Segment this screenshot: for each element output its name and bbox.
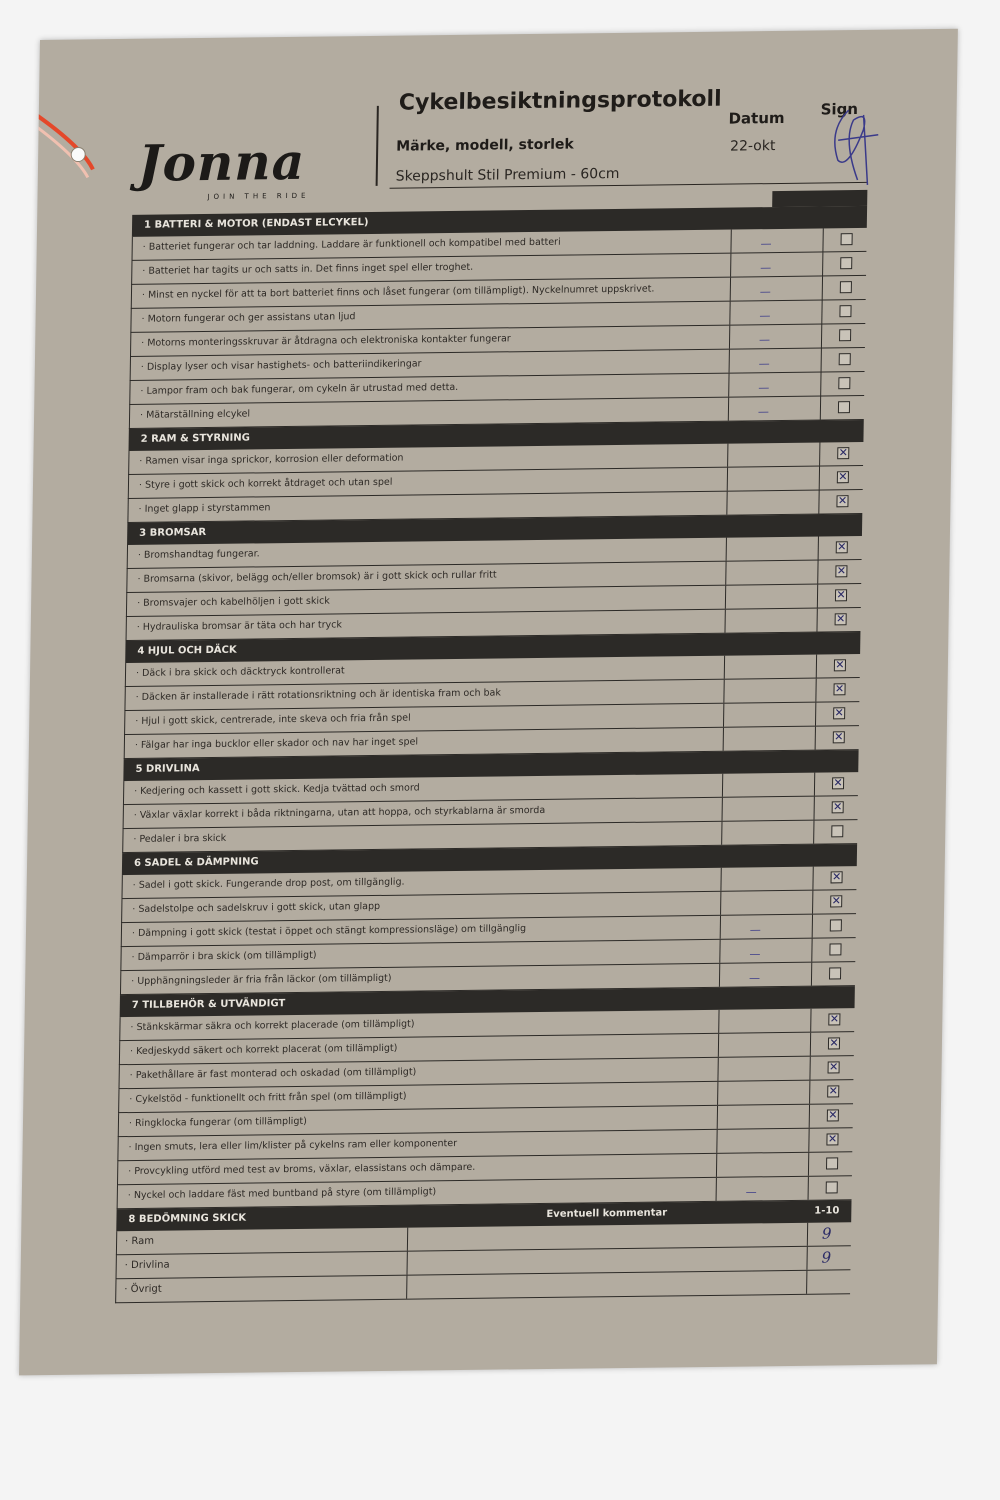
grading-label: · Drivlina	[139, 1259, 178, 1270]
grading-title: 8 BEDÖMNING SKICK	[128, 1212, 247, 1226]
column-divider	[406, 1252, 407, 1275]
checkbox[interactable]	[840, 281, 852, 293]
column-divider	[815, 727, 816, 750]
checkbox[interactable]	[829, 967, 841, 979]
column-divider	[716, 1130, 717, 1153]
checkbox[interactable]: ✕	[835, 612, 846, 626]
comment-column-label: Eventuell kommentar	[546, 1207, 668, 1220]
column-divider	[726, 538, 727, 561]
inspection-form-paper	[19, 29, 958, 1376]
checklist-item-text: · Sadel i gott skick. Fungerande drop post, om tillgänglig.	[133, 877, 405, 891]
model-value: Skeppshult Stil Premium - 60cm	[395, 165, 620, 185]
column-divider	[716, 1178, 717, 1201]
checklist-item-text: · Ramen visar inga sprickor, korrosion eller deformation	[139, 453, 403, 467]
handwritten-dash: —	[748, 971, 761, 985]
section-header: 4 HJUL OCH DÄCK	[125, 632, 860, 663]
brand-tagline: JOIN THE RIDE	[207, 191, 310, 201]
section-header: 5 DRIVLINA	[123, 750, 858, 781]
column-divider	[813, 821, 814, 844]
checkbox[interactable]: ✕	[837, 494, 848, 508]
checklist-item-text: · Kedjeskydd säkert och korrekt placerat (om tillämpligt)	[130, 1043, 397, 1057]
handwritten-dash: —	[759, 309, 771, 323]
ribbon-tie-icon	[37, 99, 109, 210]
checkbox[interactable]	[839, 329, 851, 341]
column-divider	[808, 1153, 809, 1176]
column-divider	[722, 798, 723, 821]
column-divider	[808, 1129, 809, 1152]
column-divider	[809, 1105, 810, 1128]
column-divider	[809, 1057, 810, 1080]
column-divider	[720, 916, 721, 939]
checkbox[interactable]: ✕	[831, 894, 841, 908]
checkbox[interactable]	[838, 401, 850, 413]
column-divider	[717, 1106, 718, 1129]
column-divider	[730, 230, 731, 253]
column-divider	[723, 680, 724, 703]
checkbox[interactable]	[829, 943, 841, 955]
checkbox[interactable]: ✕	[836, 564, 847, 578]
checklist-item-text: · Stänkskärmar säkra och korrekt placerade (om tillämpligt)	[130, 1019, 414, 1033]
column-divider	[820, 372, 821, 395]
checklist-item-text: · Däck i bra skick och däcktryck kontrollerat	[136, 665, 345, 679]
column-divider	[821, 300, 822, 323]
checkbox[interactable]: ✕	[835, 658, 845, 672]
form-title: Cykelbesiktningsprotokoll	[398, 86, 722, 116]
checkbox[interactable]: ✕	[828, 1108, 838, 1122]
checkbox[interactable]: ✕	[837, 540, 847, 554]
handwritten-dash: —	[745, 1185, 757, 1199]
checkbox[interactable]: ✕	[831, 870, 842, 884]
column-divider	[818, 491, 819, 514]
handwritten-dash: —	[759, 285, 771, 299]
column-divider	[817, 561, 818, 584]
checklist-item-text: · Batteriet fungerar och tar laddning. Laddare är funktionell och kompatibel med batteri	[143, 237, 561, 253]
checklist-item-text: · Inget glapp i styrstammen	[139, 502, 271, 515]
column-divider	[817, 585, 818, 608]
checklist-item-text: · Växlar växlar korrekt i båda riktningarna, utan att hoppa, och styrkablarna är smorda	[134, 805, 546, 821]
checklist-item-text: · Batteriet har tagits ur och satts in. Det finns inget spel eller troghet.	[142, 262, 473, 277]
column-divider	[723, 728, 724, 751]
checklist-item-text: · Dämparrör i bra skick (om tillämpligt)	[131, 950, 316, 963]
column-divider	[716, 1154, 717, 1177]
column-divider	[807, 1223, 808, 1246]
column-divider	[721, 822, 722, 845]
checkbox[interactable]	[841, 233, 853, 245]
checklist-item-text: · Motorn fungerar och ger assistans utan ljud	[141, 311, 355, 325]
checkbox[interactable]: ✕	[829, 1012, 840, 1026]
checklist-item-text: · Fälgar har inga bucklor eller skador och nav har inget spel	[135, 736, 418, 750]
column-divider	[812, 915, 813, 938]
section-header: 1 BATTERI & MOTOR (ENDAST ELCYKEL)	[132, 206, 867, 237]
section-header: 7 TILLBEHÖR & UTVÄNDIGT	[120, 986, 855, 1017]
checklist-item-text: · Styre i gott skick och korrekt åtdraget och utan spel	[139, 477, 393, 491]
checkbox[interactable]: ✕	[833, 776, 843, 790]
handwritten-dash: —	[760, 237, 772, 251]
checklist-item-text: · Pedaler i bra skick	[133, 833, 226, 845]
column-divider	[816, 655, 817, 678]
column-divider	[717, 1058, 718, 1081]
handwritten-dash: —	[757, 405, 770, 419]
column-divider	[724, 656, 725, 679]
checklist-item-text: · Cykelstöd - funktionellt och fritt från spel (om tillämpligt)	[129, 1091, 406, 1105]
model-label: Märke, modell, storlek	[396, 136, 574, 155]
column-divider	[718, 1010, 719, 1033]
column-divider	[407, 1228, 408, 1251]
column-divider	[722, 774, 723, 797]
checklist-item-text: · Display lyser och visar hastighets- och batteriindikeringar	[141, 358, 422, 372]
column-divider	[726, 492, 727, 515]
handwritten-dash: —	[758, 333, 771, 347]
checklist-item-text: · Mätarställning elcykel	[140, 408, 250, 420]
checklist-item-text: · Nyckel och laddare fäst med buntband på styre (om tillämpligt)	[128, 1186, 437, 1201]
handwritten-dash: —	[749, 923, 761, 937]
column-divider	[811, 939, 812, 962]
column-divider	[812, 867, 813, 890]
column-divider	[812, 891, 813, 914]
checkbox[interactable]	[839, 353, 851, 365]
column-divider	[806, 1247, 807, 1270]
column-divider	[822, 228, 823, 251]
checkbox[interactable]: ✕	[827, 1132, 838, 1146]
column-divider	[816, 609, 817, 632]
grading-value[interactable]: 9	[821, 1224, 832, 1243]
column-divider	[718, 1034, 719, 1057]
grading-label: · Övrigt	[138, 1284, 169, 1295]
checkbox[interactable]	[838, 377, 850, 389]
column-divider	[717, 1082, 718, 1105]
column-divider	[811, 963, 812, 986]
column-divider	[810, 1009, 811, 1032]
checklist-item-text: · Dämpning i gott skick (testat i öppet och stängt kompressionsläge) om tillgänglig	[132, 923, 526, 939]
column-divider	[822, 252, 823, 275]
checkbox[interactable]: ✕	[828, 1060, 839, 1074]
column-divider	[815, 703, 816, 726]
date-label: Datum	[728, 108, 785, 128]
checkbox[interactable]: ✕	[832, 800, 843, 814]
column-divider	[719, 940, 720, 963]
column-divider	[720, 892, 721, 915]
handwritten-dash: —	[749, 947, 761, 961]
column-divider	[730, 254, 731, 277]
checklist-item-text: · Lampor fram och bak fungerar, om cykeln är utrustad med detta.	[140, 382, 458, 397]
section-header: 6 SADEL & DÄMPNING	[122, 844, 857, 875]
checklist-item-text: · Pakethållare är fast monterad och oskadad (om tillämpligt)	[130, 1067, 417, 1082]
checkbox[interactable]: ✕	[829, 1036, 839, 1050]
column-divider	[723, 704, 724, 727]
column-divider	[725, 586, 726, 609]
column-divider	[729, 350, 730, 373]
column-divider	[808, 1177, 809, 1200]
checklist-item-text: · Bromshandtag fungerar.	[138, 548, 260, 560]
checkbox[interactable]: ✕	[828, 1084, 838, 1098]
column-divider	[725, 562, 726, 585]
column-divider	[720, 868, 721, 891]
section-header: 3 BROMSAR	[127, 514, 862, 545]
column-divider	[728, 398, 729, 421]
checklist-item-text: · Motorns monteringsskruvar är åtdragna och elektroniska kontakter fungerar	[141, 333, 511, 349]
checklist-item-text: · Ringklocka fungerar (om tillämpligt)	[129, 1116, 307, 1129]
checkbox[interactable]: ✕	[834, 706, 844, 720]
column-divider	[724, 610, 725, 633]
checklist-item-text: · Kedjering och kassett i gott skick. Kedja tvättad och smord	[134, 782, 420, 796]
scale-label: 1-10	[814, 1205, 840, 1217]
column-divider	[727, 444, 728, 467]
checklist-form	[115, 190, 867, 1303]
column-divider	[814, 797, 815, 820]
column-divider	[729, 326, 730, 349]
checklist-item-text: · Hydrauliska bromsar är täta och har tryck	[137, 619, 342, 633]
checkbox[interactable]: ✕	[836, 588, 846, 602]
column-divider	[719, 964, 720, 987]
checkbox[interactable]	[830, 919, 842, 931]
checklist-item-text: · Däcken är installerade i rätt rotationsriktning och är identiska fram och bak	[136, 687, 501, 702]
checkbox[interactable]	[826, 1181, 838, 1193]
checklist-item-text: · Upphängningsleder är fria från läckor (om tillämpligt)	[131, 973, 392, 987]
checkbox[interactable]	[831, 825, 843, 837]
grading-value[interactable]: 9	[821, 1248, 832, 1267]
checklist-item-text: · Bromsarna (skivor, belägg och/eller bromsok) är i gott skick och rullar fritt	[137, 569, 496, 584]
date-value: 22-okt	[729, 138, 776, 155]
column-divider	[406, 1276, 407, 1299]
checkbox[interactable]	[826, 1157, 838, 1169]
column-divider	[815, 679, 816, 702]
form-top-bar	[772, 190, 867, 207]
column-divider	[730, 278, 731, 301]
checklist-item-text: · Provcykling utförd med test av broms, växlar, elassistans och dämpare.	[128, 1162, 475, 1177]
handwritten-signature	[807, 90, 889, 191]
checkbox[interactable]: ✕	[838, 470, 848, 484]
checkbox[interactable]: ✕	[838, 446, 848, 460]
handwritten-dash: —	[758, 357, 770, 371]
section-header: 2 RAM & STYRNING	[129, 420, 864, 451]
checklist-item-text: · Hjul i gott skick, centrerade, inte skeva och fria från spel	[135, 713, 411, 727]
checklist-item-text: · Sadelstolpe och sadelskruv i gott skick, utan glapp	[132, 901, 380, 915]
checkbox[interactable]	[840, 257, 852, 269]
checkbox[interactable]: ✕	[834, 682, 845, 696]
column-divider	[729, 302, 730, 325]
checkbox[interactable]	[839, 305, 851, 317]
header-divider	[376, 106, 379, 186]
handwritten-dash: —	[758, 381, 770, 395]
column-divider	[814, 773, 815, 796]
column-divider	[728, 374, 729, 397]
grading-label: · Ram	[139, 1236, 162, 1247]
column-divider	[822, 276, 823, 299]
column-divider	[819, 443, 820, 466]
sign-label: Sign	[820, 100, 859, 119]
column-divider	[821, 348, 822, 371]
handwritten-dash: —	[760, 261, 772, 275]
column-divider	[810, 1033, 811, 1056]
checkbox[interactable]: ✕	[834, 730, 844, 744]
column-divider	[809, 1081, 810, 1104]
checklist-item-text: · Bromsvajer och kabelhöljen i gott skick	[137, 596, 330, 609]
column-divider	[820, 396, 821, 419]
column-divider	[818, 537, 819, 560]
column-divider	[821, 324, 822, 347]
column-divider	[727, 468, 728, 491]
checklist-item-text: · Ingen smuts, lera eller lim/klister på cykelns ram eller komponenter	[128, 1138, 457, 1153]
column-divider	[819, 467, 820, 490]
column-divider	[806, 1271, 807, 1294]
brand-name: Jonna	[137, 131, 306, 193]
checklist-item-text: · Minst en nyckel för att ta bort batteriet finns och låset fungerar (om tillämpligt). Nyckelnumret uppskrivet.	[142, 284, 655, 301]
